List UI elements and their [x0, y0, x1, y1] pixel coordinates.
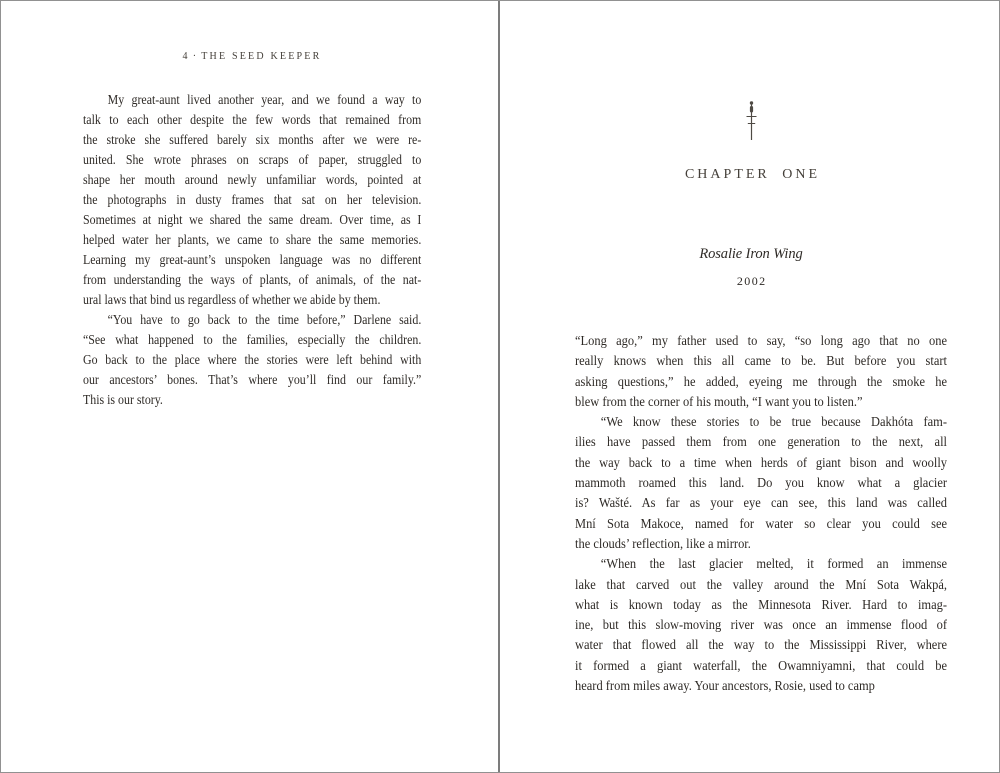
- body-text-line: from understanding the ways of plants, of animals, of the nat-: [83, 273, 422, 288]
- body-text-line: really knows when this all came to be. But before you start: [575, 354, 948, 370]
- body-text-line: My great-aunt lived another year, and we found a way to: [107, 93, 422, 108]
- right-page: [500, 1, 1000, 773]
- seed-stalk-ornament-icon: [746, 101, 757, 141]
- body-text-line: the stroke she suffered barely six months after we were re-: [83, 133, 422, 148]
- right-page-body: [575, 332, 947, 697]
- page-number: 4: [182, 51, 190, 62]
- body-text-line: heard from miles away. Your ancestors, Rosie, used to camp: [575, 679, 875, 695]
- body-text-line: “Long ago,” my father used to say, “so long ago that no one: [575, 334, 948, 349]
- body-text-line: the clouds’ reflection, like a mirror.: [575, 536, 751, 552]
- chapter-heading: CHAPTER ONE: [684, 167, 821, 182]
- body-text-line: Go back to the place where the stories were left behind with: [83, 353, 422, 368]
- body-text-line: “You have to go back to the time before,” Darlene said.: [107, 313, 422, 328]
- body-text-line: what is known today as the Minnesota River. Hard to imag-: [575, 597, 948, 613]
- left-page-body: [83, 91, 421, 411]
- body-text-line: “We know these stories to be true because Dakhóta fam-: [600, 415, 948, 431]
- body-text-line: This is our story.: [83, 393, 163, 408]
- ornament-container: [565, 101, 937, 146]
- body-text-line: blew from the corner of his mouth, “I want you to listen.”: [575, 394, 863, 410]
- body-text-line: ine, but this slow-moving river was once an immense flood of: [575, 618, 948, 634]
- body-text-line: Sometimes at night we shared the same dream. Over time, as I: [83, 213, 422, 228]
- left-page: [1, 1, 498, 773]
- chapter-subtitle-year: 2002: [736, 274, 767, 288]
- body-text-line: the way back to a time when herds of giant bison and woolly: [575, 455, 948, 471]
- body-text-line: asking questions,” he added, eyeing me through the smoke he: [575, 374, 948, 390]
- book-title: THE SEED KEEPER: [201, 51, 322, 62]
- body-text-line: lake that carved out the valley around the Mní Sota Wakpá,: [575, 577, 948, 593]
- body-text-line: the photographs in dusty frames that sat on her television.: [83, 193, 422, 208]
- body-text-line: Learning my great-aunt’s unspoken language was no different: [83, 253, 422, 268]
- body-text-line: united. She wrote phrases on scraps of paper, struggled to: [83, 153, 422, 168]
- body-text-line: mammoth roamed this land. Do you know what a glacier: [575, 476, 948, 492]
- body-text-line: ilies have passed them from one generation to the next, all: [575, 435, 948, 451]
- body-text-line: it formed a giant waterfall, the Owamniyamni, that could be: [575, 658, 948, 674]
- body-text-line: helped water her plants, we came to share the same memories.: [83, 233, 422, 248]
- body-text-line: ural laws that bind us regardless of whether we abide by them.: [83, 293, 381, 308]
- header-separator: ·: [192, 51, 199, 62]
- body-text-line: talk to each other despite the few words that remained from: [83, 113, 422, 128]
- body-text-line: is? Wašté. As far as your eye can see, this land was called: [575, 496, 948, 512]
- body-text-line: “See what happened to the families, especially the children.: [83, 333, 422, 348]
- chapter-subtitle-character: Rosalie Iron Wing: [699, 246, 803, 262]
- body-text-line: “When the last glacier melted, it formed an immense: [600, 557, 948, 573]
- body-text-line: Mní Sota Makoce, named for water so clear you could see: [575, 516, 948, 532]
- body-text-line: our ancestors’ bones. That’s where you’ll find our family.”: [83, 373, 422, 388]
- body-text-line: water that flowed all the way to the Mississippi River, where: [575, 638, 948, 654]
- running-header: [83, 51, 421, 62]
- body-text-line: shape her mouth around newly unfamiliar words, pointed at: [83, 173, 422, 188]
